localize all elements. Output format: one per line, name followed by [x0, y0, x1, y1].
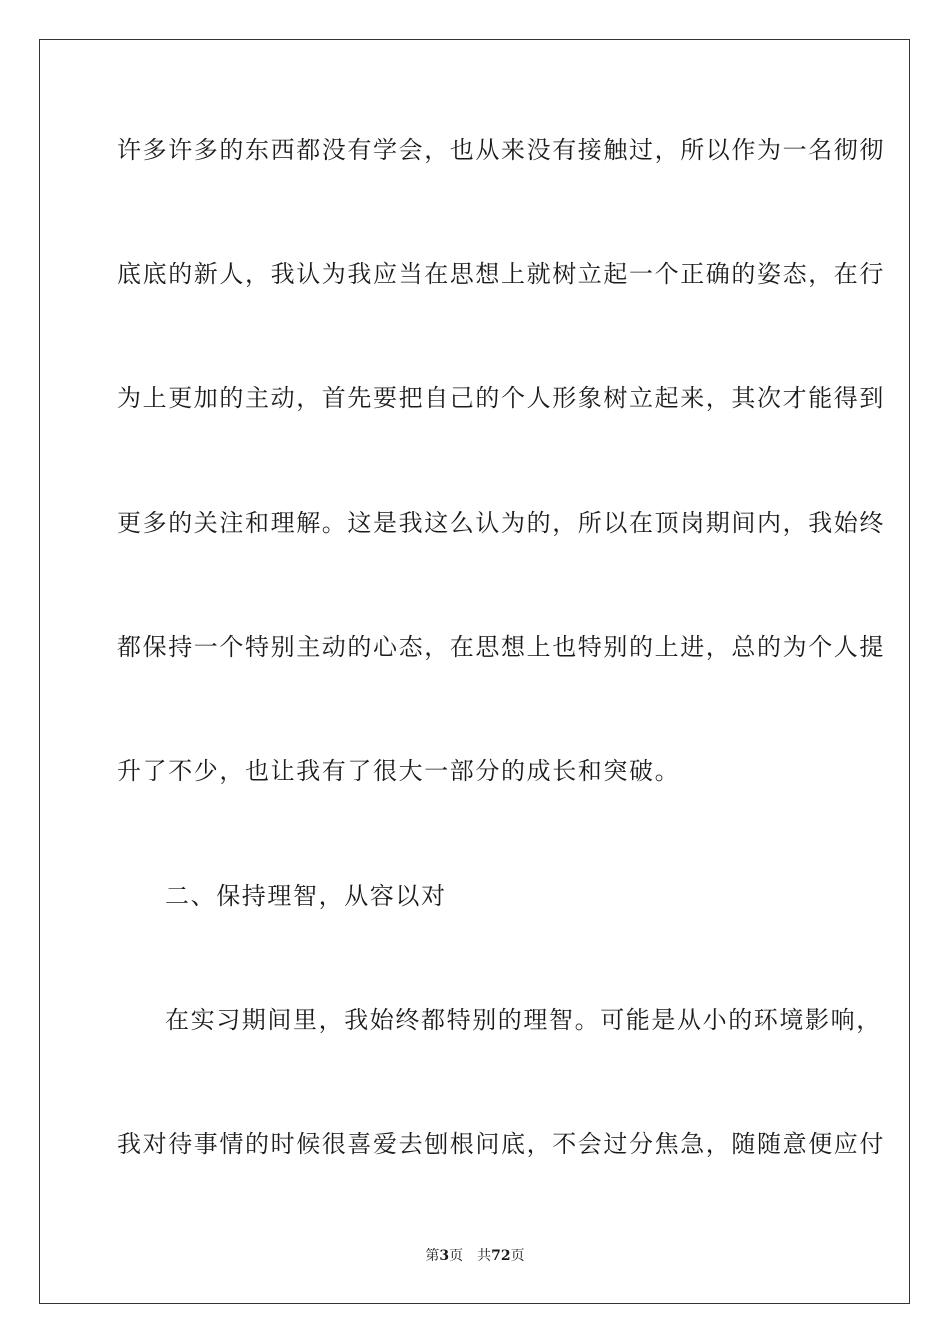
body-line-4: 更多的关注和理解。这是我这么认为的，所以在顶岗期间内，我始终: [117, 509, 885, 537]
body-line-2: 底底的新人，我认为我应当在思想上就树立起一个正确的姿态，在行: [117, 260, 885, 288]
page-prefix: 第: [425, 1248, 440, 1264]
page-footer: [0, 1246, 950, 1266]
page-total: 72: [491, 1248, 511, 1264]
body-line-6: 升了不少，也让我有了很大一部分的成长和突破。: [117, 757, 681, 785]
total-prefix: 共: [477, 1248, 492, 1264]
section-line-1: 在实习期间里，我始终都特别的理智。可能是从小的环境影响，: [165, 1006, 882, 1034]
page-suffix: 页: [449, 1248, 464, 1264]
page-current: 3: [439, 1248, 450, 1264]
body-line-5: 都保持一个特别主动的心态，在思想上也特别的上进，总的为个人提: [117, 633, 885, 661]
section-heading: 二、保持理智，从容以对: [165, 882, 447, 910]
page-border: [39, 39, 910, 1304]
body-line-1: 许多许多的东西都没有学会，也从来没有接触过，所以作为一名彻彻: [117, 136, 885, 164]
total-suffix: 页: [510, 1248, 525, 1264]
section-line-2: 我对待事情的时候很喜爱去刨根问底，不会过分焦急，随随意便应付: [117, 1130, 885, 1158]
body-line-3: 为上更加的主动，首先要把自己的个人形象树立起来，其次才能得到: [117, 384, 885, 412]
